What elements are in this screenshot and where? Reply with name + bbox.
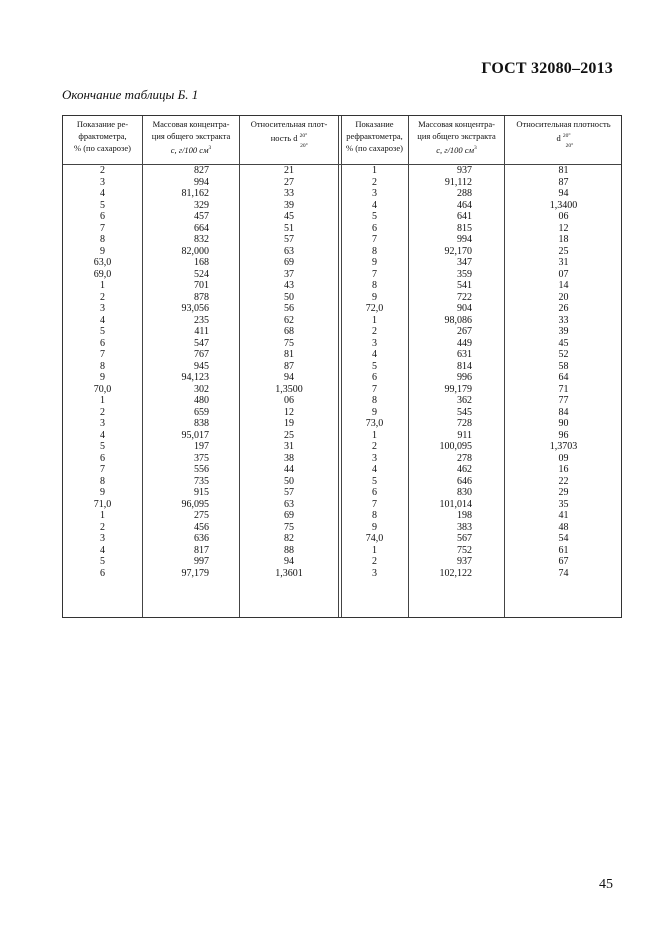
table-cell: 362	[457, 395, 472, 406]
page-number: 45	[599, 877, 613, 892]
table-cell: 1,3703	[549, 441, 578, 452]
table-cell: 5	[372, 475, 377, 487]
table-cell: 6	[100, 337, 105, 349]
table-cell: 94,123	[181, 372, 209, 383]
table-cell: 09	[558, 452, 569, 464]
table-cell: 659	[194, 406, 209, 418]
table-cell: 1	[372, 544, 377, 556]
table-cell: 288	[457, 188, 472, 199]
table-cell: 64	[558, 372, 569, 383]
table-cell: 2	[372, 176, 377, 188]
table-cell: 275	[194, 510, 209, 521]
table-cell: 2	[372, 326, 377, 337]
header-density-subscript: 20°	[300, 142, 308, 149]
table-cell: 31	[284, 441, 294, 452]
table-cell: 31	[558, 257, 569, 268]
column-refractometer-right	[341, 165, 408, 579]
table-cell: 383	[457, 521, 472, 533]
table-cell: 71,0	[93, 498, 112, 510]
table-cell: 56	[284, 303, 294, 314]
table-cell: 18	[558, 234, 569, 245]
table-cell: 44	[284, 464, 294, 475]
table-cell: 878	[194, 291, 209, 303]
header-density-subscript: 20°	[565, 142, 574, 149]
data-table	[62, 115, 622, 618]
table-cell: 701	[194, 280, 209, 291]
header-refractometer-left	[63, 118, 142, 162]
table-cell: 631	[457, 349, 472, 360]
table-cell: 937	[457, 165, 472, 176]
table-cell: 57	[284, 234, 294, 245]
table-cell: 911	[457, 429, 472, 441]
table-cell: 3	[372, 567, 377, 579]
column-refractometer-left	[63, 165, 142, 579]
table-cell: 81	[558, 165, 569, 176]
table-cell: 728	[457, 418, 472, 429]
table-cell: 58	[558, 360, 569, 372]
table-cell: 39	[558, 326, 569, 337]
table-cell: 69	[284, 257, 294, 268]
table-cell: 329	[194, 199, 209, 211]
header-line: Относительная плотность	[516, 119, 611, 129]
table-cell: 50	[284, 291, 294, 303]
table-cell: 7	[100, 464, 105, 475]
table-cell: 71	[558, 383, 569, 395]
table-cell: 8	[100, 360, 105, 372]
table-cell: 541	[457, 280, 472, 291]
table-cell: 547	[194, 337, 209, 349]
table-cell: 302	[194, 383, 209, 395]
table-cell: 84	[558, 406, 569, 418]
table-cell: 3	[100, 533, 105, 544]
table-cell: 722	[457, 291, 472, 303]
table-cell: 9	[372, 521, 377, 533]
header-refractometer-right	[341, 118, 408, 162]
table-cell: 1	[100, 510, 105, 521]
table-cell: 1,3601	[275, 567, 303, 579]
table-cell: 3	[100, 418, 105, 429]
table-cell: 449	[457, 337, 472, 349]
table-cell: 4	[100, 544, 105, 556]
table-cell: 347	[457, 257, 472, 268]
header-density-symbol: ность d	[270, 132, 298, 143]
table-cell: 641	[457, 211, 472, 222]
header-density-symbol: d	[556, 132, 561, 143]
table-cell: 45	[558, 337, 569, 349]
table-cell: 3	[372, 337, 377, 349]
table-cell: 07	[558, 268, 569, 280]
table-cell: 4	[372, 349, 377, 360]
table-cell: 87	[558, 176, 569, 188]
table-cell: 29	[558, 487, 569, 498]
header-line: рефрактометра,	[346, 131, 403, 141]
table-cell: 8	[372, 510, 377, 521]
table-cell: 9	[372, 257, 377, 268]
table-cell: 197	[194, 441, 209, 452]
header-line: фрактометра,	[78, 131, 127, 141]
table-cell: 7	[100, 222, 105, 234]
table-cell: 54	[558, 533, 569, 544]
table-cell: 456	[194, 521, 209, 533]
header-density-right	[505, 118, 622, 162]
table-cell: 75	[284, 337, 294, 349]
table-cell: 1	[100, 395, 105, 406]
table-cell: 2	[100, 165, 105, 176]
table-cell: 997	[194, 556, 209, 567]
table-cell: 996	[457, 372, 472, 383]
table-cell: 2	[100, 291, 105, 303]
table-cell: 99,179	[444, 383, 472, 395]
table-cell: 63	[284, 245, 294, 257]
table-cell: 48	[558, 521, 569, 533]
table-cell: 8	[100, 475, 105, 487]
table-cell: 838	[194, 418, 209, 429]
table-cell: 3	[100, 303, 105, 314]
table-cell: 3	[372, 452, 377, 464]
table-cell: 817	[194, 544, 209, 556]
table-cell: 06	[284, 395, 294, 406]
table-cell: 69	[284, 510, 294, 521]
table-cell: 73,0	[365, 418, 384, 429]
table-cell: 567	[457, 533, 472, 544]
table-cell: 5	[372, 211, 377, 222]
table-cell: 93,056	[181, 303, 209, 314]
header-density-left	[240, 118, 338, 162]
table-cell: 411	[194, 326, 209, 337]
column-density-left	[240, 165, 338, 579]
table-cell: 26	[558, 303, 569, 314]
table-cell: 457	[194, 211, 209, 222]
table-cell: 937	[457, 556, 472, 567]
table-cell: 464	[457, 199, 472, 211]
table-cell: 9	[372, 291, 377, 303]
table-cell: 2	[100, 406, 105, 418]
table-cell: 96,095	[181, 498, 209, 510]
table-cell: 82,000	[181, 245, 209, 257]
table-cell: 664	[194, 222, 209, 234]
column-mass-concentration-right	[409, 165, 472, 579]
header-line: % (по сахарозе)	[346, 143, 403, 153]
header-line	[436, 142, 477, 156]
table-cell: 63,0	[93, 257, 112, 268]
header-line: ция общего экстракта	[417, 131, 496, 141]
table-cell: 235	[194, 314, 209, 326]
header-line: % (по сахарозе)	[74, 143, 131, 153]
table-cell: 96	[558, 429, 569, 441]
table-cell: 43	[284, 280, 294, 291]
header-mass-concentration-left	[143, 118, 239, 162]
table-cell: 12	[558, 222, 569, 234]
header-line	[171, 142, 212, 156]
table-cell: 3	[372, 188, 377, 199]
document-header-standard: ГОСТ 32080–2013	[481, 60, 613, 77]
table-cell: 8	[100, 234, 105, 245]
table-cell: 5	[100, 441, 105, 452]
table-cell: 51	[284, 222, 294, 234]
table-cell: 6	[100, 567, 105, 579]
table-cell: 82	[284, 533, 294, 544]
table-cell: 19	[284, 418, 294, 429]
table-cell: 67	[558, 556, 569, 567]
table-cell: 9	[100, 372, 105, 383]
header-density-superscript: 20°	[562, 133, 571, 139]
table-cell: 101,014	[439, 498, 472, 510]
table-cell: 480	[194, 395, 209, 406]
table-cell: 6	[372, 487, 377, 498]
table-cell: 646	[457, 475, 472, 487]
header-line: Показание	[355, 119, 394, 129]
table-cell: 1,3500	[275, 383, 303, 395]
table-cell: 50	[284, 475, 294, 487]
table-cell: 69,0	[93, 268, 112, 280]
table-cell: 8	[372, 395, 377, 406]
table-cell: 21	[284, 165, 294, 176]
table-cell: 814	[457, 360, 472, 372]
table-cell: 102,122	[439, 567, 472, 579]
table-cell: 832	[194, 234, 209, 245]
header-unit-exponent: 3	[208, 145, 212, 151]
table-cell: 25	[284, 429, 294, 441]
table-cell: 4	[100, 429, 105, 441]
table-cell: 97,179	[181, 567, 209, 579]
table-cell: 6	[372, 222, 377, 234]
table-cell: 904	[457, 303, 472, 314]
table-cell: 1	[372, 165, 377, 176]
table-cell: 16	[558, 464, 569, 475]
table-cell: 38	[284, 452, 294, 464]
table-cell: 7	[372, 268, 377, 280]
table-caption: Окончание таблицы Б. 1	[62, 87, 199, 102]
table-cell: 72,0	[365, 303, 384, 314]
table-cell: 815	[457, 222, 472, 234]
table-cell: 22	[558, 475, 569, 487]
table-cell: 4	[100, 314, 105, 326]
table-cell: 25	[558, 245, 569, 257]
table-cell: 735	[194, 475, 209, 487]
table-cell: 9	[100, 487, 105, 498]
table-cell: 267	[457, 326, 472, 337]
table-cell: 6	[372, 372, 377, 383]
table-cell: 5	[372, 360, 377, 372]
table-cell: 198	[457, 510, 472, 521]
table-cell: 52	[558, 349, 569, 360]
table-cell: 9	[372, 406, 377, 418]
table-cell: 6	[100, 452, 105, 464]
table-cell: 945	[194, 360, 209, 372]
table-cell: 915	[194, 487, 209, 498]
header-density-superscript: 20°	[299, 133, 308, 139]
table-cell: 4	[100, 188, 105, 199]
table-cell: 81,162	[181, 188, 209, 199]
table-cell: 14	[558, 280, 569, 291]
table-cell: 278	[457, 452, 472, 464]
table-cell: 91,112	[444, 176, 472, 188]
table-cell: 62	[284, 314, 294, 326]
table-cell: 1	[372, 429, 377, 441]
header-mass-concentration-right	[409, 118, 504, 162]
table-cell: 2	[100, 521, 105, 533]
table-cell: 12	[284, 406, 294, 418]
header-unit: c, г/100 см	[436, 144, 475, 155]
table-cell: 75	[284, 521, 294, 533]
table-cell: 6	[100, 211, 105, 222]
table-cell: 5	[100, 556, 105, 567]
table-cell: 1	[100, 280, 105, 291]
table-cell: 827	[194, 165, 209, 176]
table-cell: 94	[284, 372, 294, 383]
table-cell: 2	[372, 441, 377, 452]
column-density-right	[505, 165, 622, 579]
table-cell: 61	[558, 544, 569, 556]
table-cell: 1	[372, 314, 377, 326]
table-cell: 63	[284, 498, 294, 510]
header-line: Относительная плот-	[250, 119, 328, 129]
table-cell: 3	[100, 176, 105, 188]
table-cell: 1,3400	[549, 199, 578, 211]
table-cell: 74,0	[365, 533, 384, 544]
table-cell: 7	[100, 349, 105, 360]
table-cell: 33	[284, 188, 294, 199]
table-cell: 37	[284, 268, 294, 280]
table-cell: 94	[558, 188, 569, 199]
table-cell: 100,095	[439, 441, 472, 452]
table-cell: 8	[372, 280, 377, 291]
table-cell: 830	[457, 487, 472, 498]
table-cell: 27	[284, 176, 294, 188]
column-mass-concentration-left	[143, 165, 209, 579]
table-cell: 57	[284, 487, 294, 498]
table-cell: 70,0	[93, 383, 112, 395]
header-line: Показание ре-	[76, 119, 129, 129]
table-cell: 2	[372, 556, 377, 567]
table-cell: 7	[372, 383, 377, 395]
table-cell: 98,086	[444, 314, 472, 326]
table-cell: 7	[372, 234, 377, 245]
table-cell: 5	[100, 326, 105, 337]
table-cell: 20	[558, 291, 569, 303]
table-cell: 462	[457, 464, 472, 475]
table-cell: 636	[194, 533, 209, 544]
table-cell: 81	[284, 349, 294, 360]
table-cell: 8	[372, 245, 377, 257]
header-line: ция общего экстракта	[151, 131, 231, 141]
table-cell: 35	[558, 498, 569, 510]
table-cell: 359	[457, 268, 472, 280]
table-cell: 88	[284, 544, 294, 556]
header-line: Массовая концентра-	[152, 119, 230, 129]
table-cell: 524	[194, 268, 209, 280]
table-cell: 545	[457, 406, 472, 418]
table-cell: 752	[457, 544, 472, 556]
table-cell: 06	[558, 211, 569, 222]
table-cell: 4	[372, 199, 377, 211]
header-line: Массовая концентра-	[418, 119, 495, 129]
table-cell: 77	[558, 395, 569, 406]
table-cell: 41	[558, 510, 569, 521]
header-unit-exponent: 3	[474, 145, 477, 151]
table-cell: 7	[372, 498, 377, 510]
header-unit: c, г/100 см	[170, 144, 209, 155]
table-cell: 68	[284, 326, 294, 337]
table-cell: 92,170	[444, 245, 472, 257]
table-cell: 767	[194, 349, 209, 360]
table-cell: 168	[194, 257, 209, 268]
table-cell: 556	[194, 464, 209, 475]
table-cell: 994	[457, 234, 472, 245]
table-cell: 33	[558, 314, 569, 326]
table-cell: 87	[284, 360, 294, 372]
table-cell: 94	[284, 556, 294, 567]
table-cell: 5	[100, 199, 105, 211]
table-cell: 90	[558, 418, 569, 429]
table-cell: 994	[194, 176, 209, 188]
table-cell: 39	[284, 199, 294, 211]
table-cell: 9	[100, 245, 105, 257]
table-cell: 95,017	[181, 429, 209, 441]
table-cell: 74	[558, 567, 569, 579]
table-cell: 375	[194, 452, 209, 464]
table-cell: 45	[284, 211, 294, 222]
table-cell: 4	[372, 464, 377, 475]
